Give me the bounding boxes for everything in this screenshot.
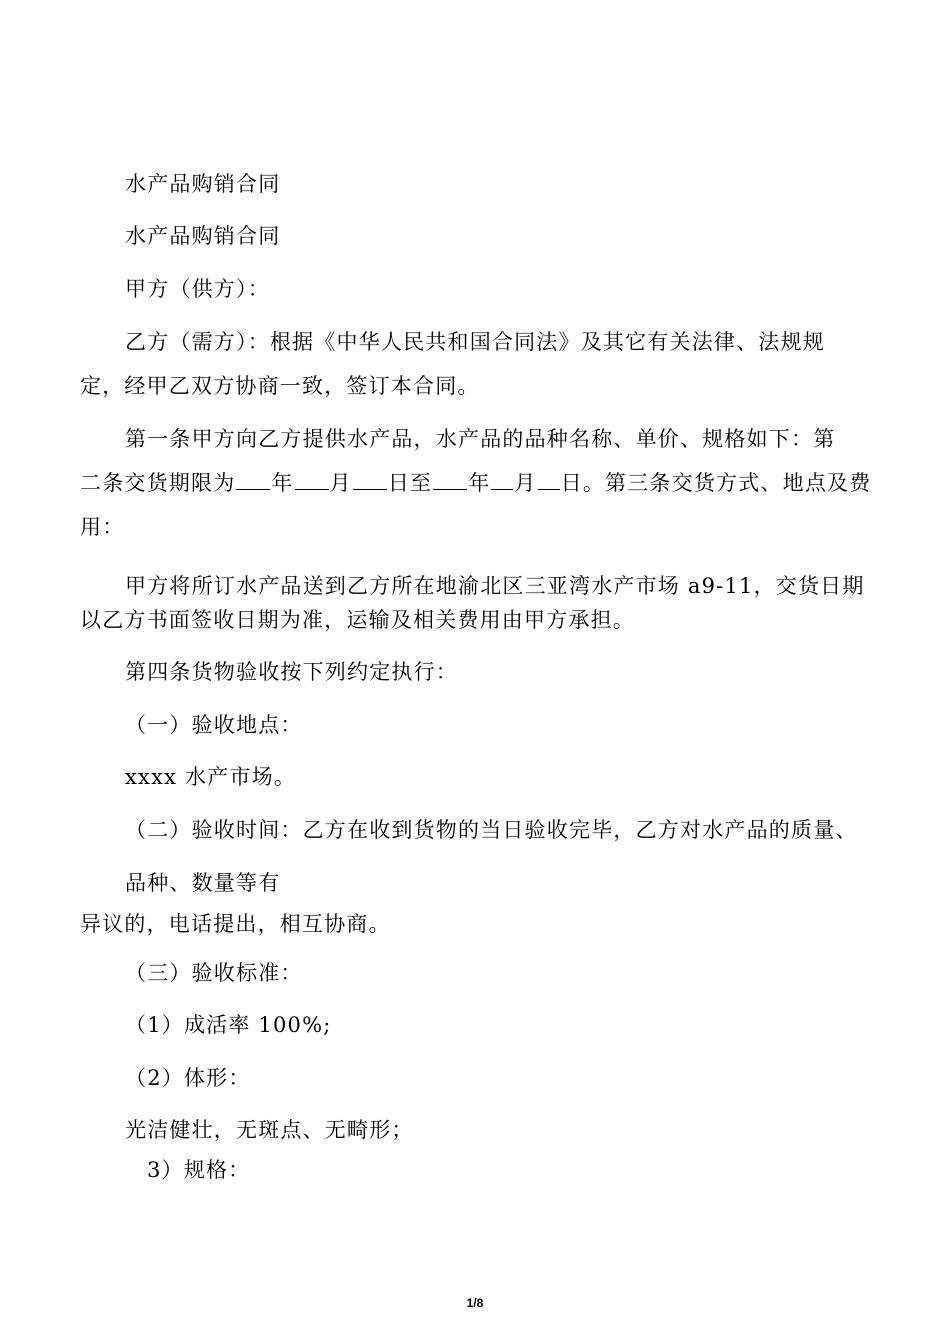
year2-blank [433,469,467,490]
day2-blank [538,469,560,490]
page-number: 1/8 [466,1296,484,1310]
acceptance-place-value: xxxx 水产市场。 [125,765,297,789]
delivery-paragraph-line-2: 以乙方书面签收日期为准，运输及相关费用由甲方承担。 [80,608,635,632]
acceptance-time-line-3: 异议的，电话提出，相互协商。 [80,912,391,936]
party-b-paragraph-line-2: 定，经甲乙双方协商一致，签订本合同。 [80,374,480,398]
standard-body-shape: （2）体形： [125,1066,251,1090]
acceptance-standard-heading: （三）验收标准： [125,961,303,985]
year-label: 年 [271,471,294,495]
article-2-line [80,469,871,497]
document-subtitle: 水产品购销合同 [125,224,281,248]
document-title: 水产品购销合同 [125,172,281,196]
article-1-line: 第一条甲方向乙方提供水产品，水产品的品种名称、单价、规格如下：第 [125,427,836,451]
delivery-paragraph-line-1: 甲方将所订水产品送到乙方所在地渝北区三亚湾水产市场 a9-11，交货日期 [125,574,865,598]
article-4-heading: 第四条货物验收按下列约定执行： [125,660,458,684]
acceptance-place-heading: （一）验收地点： [125,713,303,737]
acceptance-time-line-1: （二）验收时间：乙方在收到货物的当日验收完毕，乙方对水产品的质量、 [125,818,858,842]
standard-body-shape-value: 光洁健壮，无斑点、无畸形； [125,1118,414,1142]
standard-specification: 3）规格： [147,1158,251,1182]
year-blank [236,469,270,490]
party-a-line: 甲方（供方）： [125,277,270,301]
year2-label: 年 [468,471,491,495]
acceptance-time-line-2: 品种、数量等有 [125,871,281,895]
standard-survival-rate: （1）成活率 100%; [125,1013,332,1037]
day-to-label: 日至 [387,471,433,495]
article-2-prefix: 二条交货期限为 [80,471,236,495]
article-2-suffix: 日。第三条交货方式、地点及费 [560,471,872,495]
month-label: 月 [329,471,352,495]
day-blank [353,469,387,490]
month2-blank [491,469,513,490]
article-3-line-2: 用： [80,515,125,539]
party-b-paragraph-line-1: 乙方（需方）：根据《中华人民共和国合同法》及其它有关法律、法规规 [125,330,825,354]
month2-label: 月 [514,471,537,495]
month-blank [295,469,329,490]
